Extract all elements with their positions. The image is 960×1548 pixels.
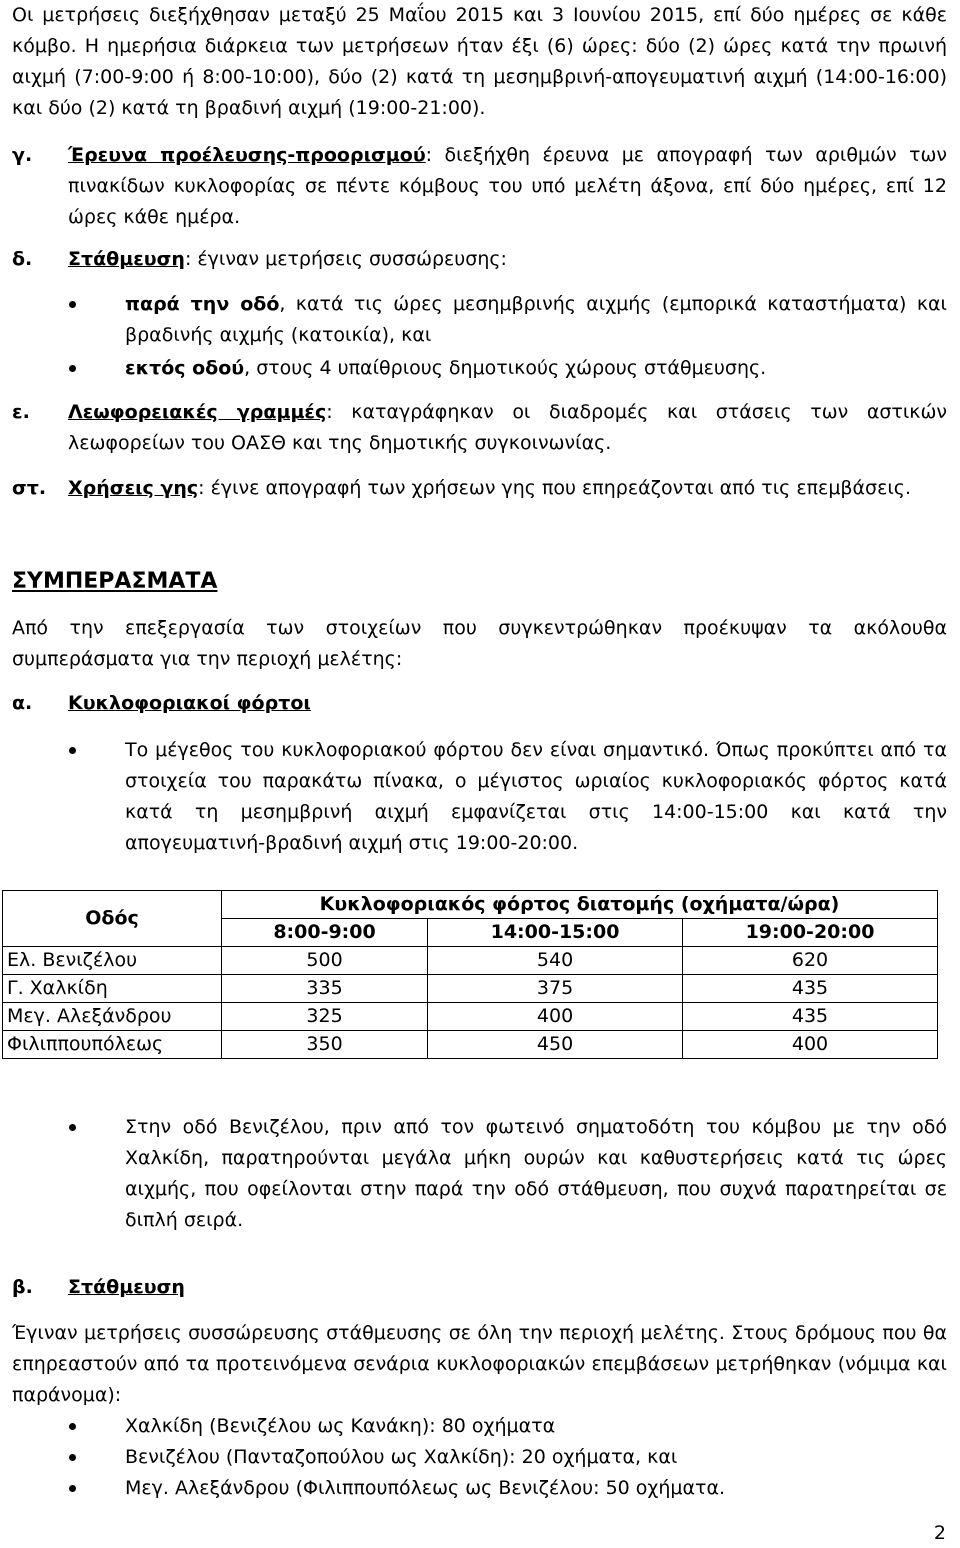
bullet-rest: , στους 4 υπαίθριους δημοτικούς χώρους στάθμευσης. xyxy=(244,357,767,379)
bullet-dot xyxy=(12,1112,125,1236)
table-row xyxy=(3,1003,938,1031)
road-cell: Μεγ. Αλεξάνδρου xyxy=(3,1003,222,1031)
bullet-text: Το μέγεθος του κυκλοφοριακού φόρτου δεν είναι σημαντικό. Όπως προκύπτει από τα στοιχεία του παρακάτω πίνακα, ο μέγιστος ωριαίος κυκλοφοριακός φόρτος κατά κατά τη μεσημβρινή αιχμή εμφανίζεται στις 14:00-15:00 και κατά την απογευματινή-βραδινή αιχμή στις 19:00-20:00. xyxy=(125,739,947,854)
bullet-text xyxy=(125,353,947,384)
item-text: : έγιναν μετρήσεις συσσώρευσης: xyxy=(184,248,507,270)
period-header: 14:00-15:00 xyxy=(428,919,683,947)
value-cell: 375 xyxy=(428,975,683,1003)
bullet-on-street xyxy=(12,289,947,351)
item-body xyxy=(68,140,947,233)
value-cell: 400 xyxy=(683,1031,938,1059)
item-title: Στάθμευση xyxy=(68,248,185,270)
road-header: Οδός xyxy=(3,891,222,947)
value-cell: 335 xyxy=(222,975,428,1003)
bullet-dot xyxy=(12,353,125,384)
bullet-dot xyxy=(12,1411,125,1442)
bullet-parking-item xyxy=(12,1442,947,1473)
bullet-text: Χαλκίδη (Βενιζέλου ως Κανάκη): 80 οχήματα xyxy=(125,1415,556,1437)
intro-paragraph: Οι μετρήσεις διεξήχθησαν μεταξύ 25 Μαΐου 2015 και 3 Ιουνίου 2015, επί δύο ημέρες σε κάθε κόμβο. Η ημερήσια διάρκεια των μετρήσεων ήταν έξι (6) ώρες: δύο (2) ώρες κατά την πρωινή αιχμή (7:00-9:00 ή 8:00-10:00), δύο (2) κατά τη μεσημβρινή-απογευματινή αιχμή (14:00-16:00) και δύο (2) κατά τη βραδινή αιχμή (19:00-21:00). xyxy=(12,4,947,119)
value-cell: 620 xyxy=(683,947,938,975)
item-text: : έγινε απογραφή των χρήσεων γης που επηρεάζονται από τις επεμβάσεις. xyxy=(198,477,911,499)
period-header: 19:00-20:00 xyxy=(683,919,938,947)
item-text: : διεξήχθη έρευνα με απογραφή των αριθμών των πινακίδων κυκλοφορίας σε πέντε κόμβους του υπό μελέτη άξονα, επί δύο ημέρες, επί 12 ώρες κάθε ημέρα. xyxy=(68,144,947,228)
bullet-text: Μεγ. Αλεξάνδρου (Φιλιππουπόλεως ως Βενιζέλου: 50 οχήματα. xyxy=(125,1477,726,1499)
table-row xyxy=(3,947,938,975)
table-header-row xyxy=(3,891,938,919)
item-land-uses xyxy=(12,473,947,504)
bullet-bold: εκτός οδού xyxy=(125,357,245,379)
bullet-dot xyxy=(12,289,125,351)
section-traffic-loads xyxy=(12,688,947,719)
bullet-parking-item xyxy=(12,1473,947,1504)
item-label: στ. xyxy=(12,477,47,499)
bullet-dot xyxy=(12,735,125,859)
bullet-text: Βενιζέλου (Πανταζοπούλου ως Χαλκίδη): 20 οχήματα, και xyxy=(125,1446,678,1468)
bullet-dot xyxy=(12,1442,125,1473)
road-cell: Ελ. Βενιζέλου xyxy=(3,947,222,975)
item-title: Έρευνα προέλευσης-προορισμού xyxy=(68,144,426,166)
section-label: α. xyxy=(12,692,33,714)
item-text: : καταγράφηκαν οι διαδρομές και στάσεις των αστικών λεωφορείων του ΟΑΣΘ και της δημοτικής συγκοινωνίας. xyxy=(68,401,947,454)
item-label: δ. xyxy=(12,248,33,270)
conclusions-intro: Από την επεξεργασία των στοιχείων που συγκεντρώθηκαν προέκυψαν τα ακόλουθα συμπεράσματα για την περιοχή μελέτης: xyxy=(12,617,947,670)
bullet-venizelou-queues xyxy=(12,1112,947,1236)
bullet-traffic-magnitude xyxy=(12,735,947,859)
item-parking xyxy=(12,244,947,275)
bullet-off-street xyxy=(12,353,947,384)
item-label: ε. xyxy=(12,401,30,423)
bullet-rest: , κατά τις ώρες μεσημβρινής αιχμής (εμπορικά καταστήματα) και βραδινής αιχμής (κατοικία), και xyxy=(125,293,947,346)
value-cell: 435 xyxy=(683,1003,938,1031)
value-cell: 350 xyxy=(222,1031,428,1059)
item-label: γ. xyxy=(12,144,33,166)
period-header: 8:00-9:00 xyxy=(222,919,428,947)
item-body xyxy=(68,473,947,504)
value-cell: 540 xyxy=(428,947,683,975)
value-cell: 325 xyxy=(222,1003,428,1031)
page-number: 2 xyxy=(933,1522,946,1544)
bullet-text: Στην οδό Βενιζέλου, πριν από τον φωτεινό σηματοδότη του κόμβου με την οδό Χαλκίδη, παρατηρούνται μεγάλα μήκη ουρών και καθυστερήσεις κατά τις ώρες αιχμής, που οφείλονται στην παρά την οδό στάθμευση, που συχνά παρατηρείται σε διπλή σειρά. xyxy=(125,1116,947,1231)
section-body xyxy=(68,688,947,719)
section-title: Στάθμευση xyxy=(68,1276,185,1298)
value-cell: 450 xyxy=(428,1031,683,1059)
parking-paragraph: Έγιναν μετρήσεις συσσώρευσης στάθμευσης σε όλη την περιοχή μελέτης. Στους δρόμους που θα επηρεαστούν από τα προτεινόμενα σενάρια κυκλοφοριακών επεμβάσεων μετρήθηκαν (νόμιμα και παράνομα): xyxy=(12,1322,947,1406)
traffic-volume-table xyxy=(2,890,938,1059)
section-parking xyxy=(12,1272,947,1303)
group-header: Κυκλοφοριακός φόρτος διατομής (οχήματα/ώρα) xyxy=(222,891,938,919)
value-cell: 500 xyxy=(222,947,428,975)
value-cell: 435 xyxy=(683,975,938,1003)
item-origin-destination xyxy=(12,140,947,233)
conclusions-heading: ΣΥΜΠΕΡΑΣΜΑΤΑ xyxy=(12,569,218,594)
item-body xyxy=(68,397,947,459)
item-body xyxy=(68,244,947,275)
item-bus-lines xyxy=(12,397,947,459)
value-cell: 400 xyxy=(428,1003,683,1031)
item-title: Χρήσεις γης xyxy=(68,477,199,499)
section-label: β. xyxy=(12,1276,33,1298)
bullet-text xyxy=(125,289,947,351)
section-title: Κυκλοφοριακοί φόρτοι xyxy=(68,692,311,714)
bullet-bold: παρά την οδό xyxy=(125,293,280,315)
table-row xyxy=(3,1031,938,1059)
road-cell: Φιλιππουπόλεως xyxy=(3,1031,222,1059)
section-body xyxy=(68,1272,947,1303)
road-cell: Γ. Χαλκίδη xyxy=(3,975,222,1003)
table-row xyxy=(3,975,938,1003)
item-title: Λεωφορειακές γραμμές xyxy=(68,401,327,423)
bullet-parking-item xyxy=(12,1411,947,1442)
bullet-dot xyxy=(12,1473,125,1504)
